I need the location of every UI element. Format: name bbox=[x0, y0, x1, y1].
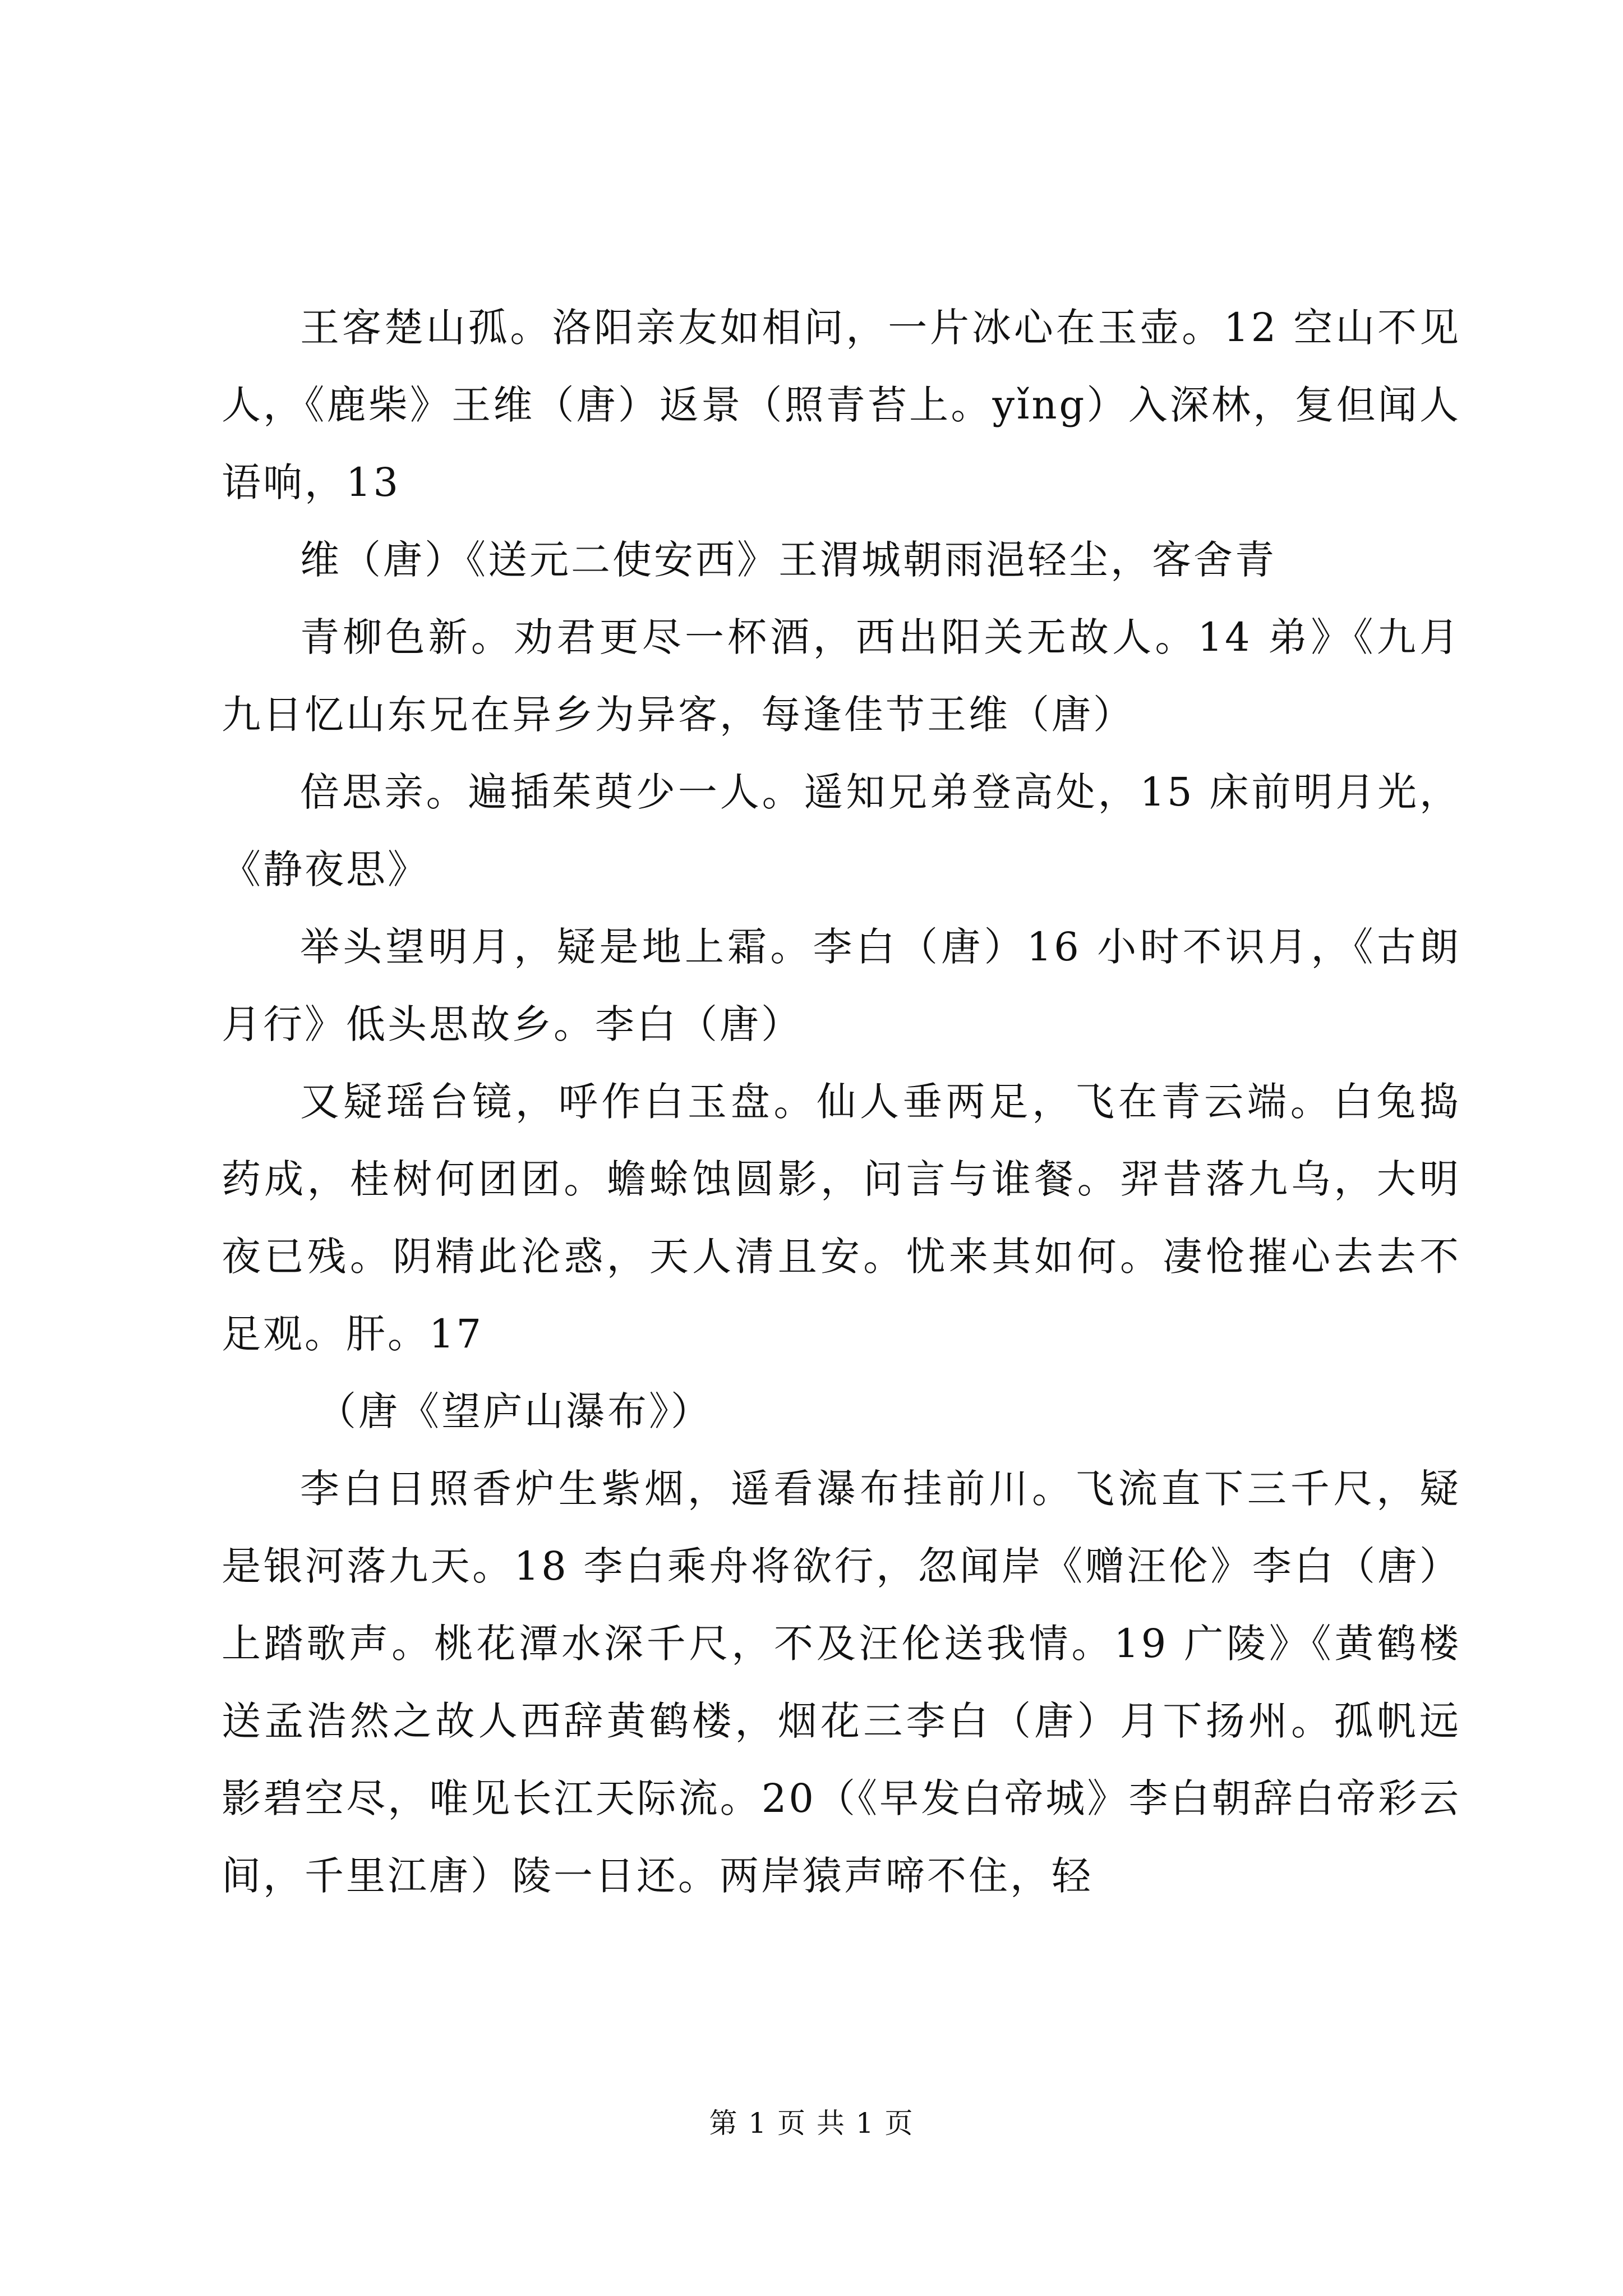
paragraph: 又疑瑶台镜，呼作白玉盘。仙人垂两足，飞在青云端。白兔捣药成，桂树何团团。蟾蜍蚀圆影，问言与谁餐。羿昔落九乌，大明夜已残。阴精此沦惑，天人清且安。忧来其如何。凄怆摧心去去不足观。肝。17 bbox=[222, 1079, 1461, 1357]
paragraph: 倍思亲。遍插茱萸少一人。遥知兄弟登高处，15 床前明月光，《静夜思》 bbox=[222, 769, 1461, 892]
paragraph: （唐《望庐山瀑布》） bbox=[317, 1388, 712, 1434]
page-footer: 第 1 页 共 1 页 bbox=[709, 2107, 914, 2139]
paragraph: 李白日照香炉生紫烟，遥看瀑布挂前川。飞流直下三千尺，疑是银河落九天。18 李白乘舟将欲行，忽闻岸《赠汪伦》李白（唐）上踏歌声。桃花潭水深千尺，不及汪伦送我情。19 广陵》《黄鹤楼送孟浩然之故人西辞黄鹤楼，烟花三李白（唐）月下扬州。孤帆远影碧空尽，唯见长江天际流。20（《早发白帝城》李白朝辞白帝彩云间，千里江唐）陵一日还。两岸猿声啼不住，轻 bbox=[222, 1466, 1461, 1899]
document-body bbox=[222, 289, 1461, 1915]
paragraph: 维（唐）《送元二使安西》王渭城朝雨浥轻尘，客舍青 bbox=[300, 537, 1276, 583]
paragraph: 举头望明月，疑是地上霜。李白（唐）16 小时不识月，《古朗月行》低头思故乡。李白（唐） bbox=[222, 924, 1461, 1047]
paragraph: 青柳色新。劝君更尽一杯酒，西出阳关无故人。14 弟》《九月九日忆山东兄在异乡为异客，每逢佳节王维（唐） bbox=[222, 614, 1461, 738]
paragraph: 王客楚山孤。洛阳亲友如相问，一片冰心在玉壶。12 空山不见人，《鹿柴》王维（唐）返景（照青苔上。yǐng）入深林，复但闻人语响，13 bbox=[222, 305, 1461, 505]
